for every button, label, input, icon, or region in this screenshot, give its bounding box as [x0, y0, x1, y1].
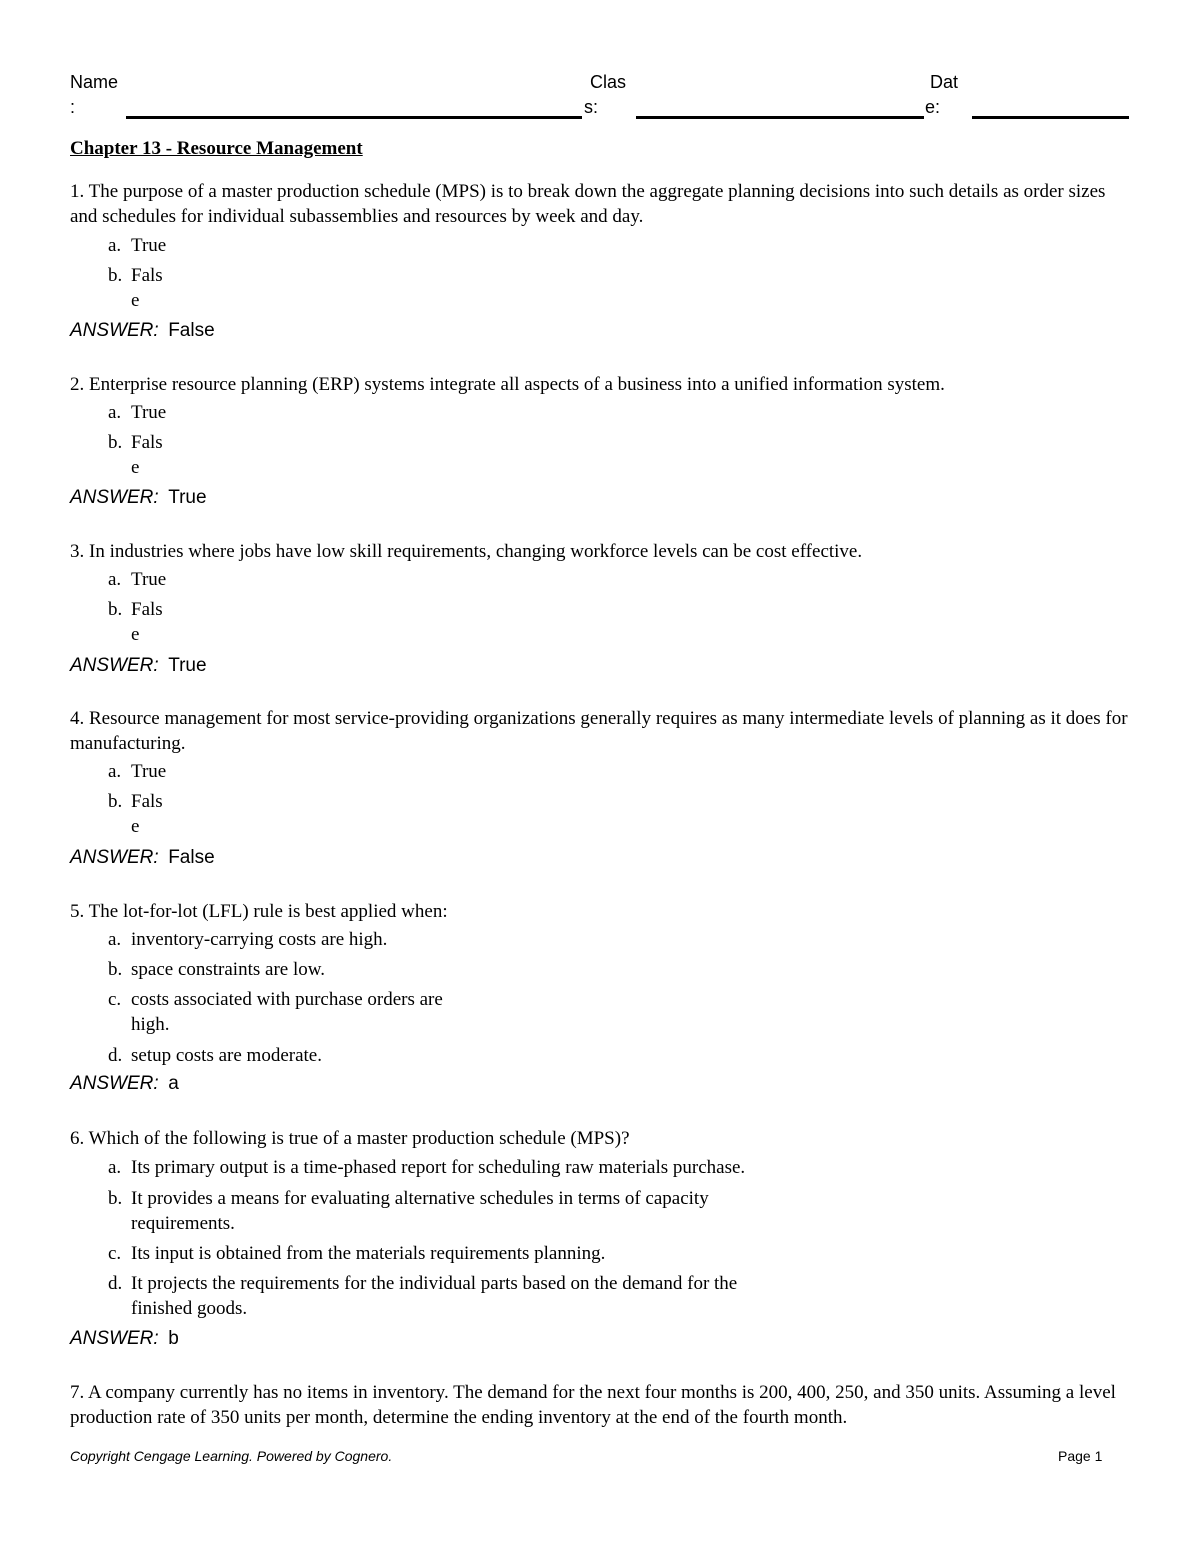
option-letter: a. — [108, 569, 122, 590]
option-text: True — [131, 761, 167, 782]
option-text-wrap: finished goods. — [131, 1298, 248, 1319]
option-letter: d. — [108, 1045, 123, 1066]
option-letter: a. — [108, 1157, 122, 1178]
option-a — [108, 759, 166, 784]
option-text: Fals — [131, 265, 163, 286]
option-text: True — [131, 402, 167, 423]
option-text-wrap: requirements. — [131, 1213, 235, 1234]
name-label: Name — [70, 72, 119, 92]
option-text: It projects the requirements for the individual parts based on the demand for the — [131, 1273, 738, 1294]
option-d — [108, 1043, 322, 1068]
option-text: True — [131, 569, 167, 590]
option-text: setup costs are moderate. — [131, 1045, 322, 1066]
option-letter: a. — [108, 402, 122, 423]
option-text-wrap: e — [131, 457, 140, 478]
answer-line — [70, 487, 207, 509]
footer-copyright: Copyright Cengage Learning. Powered by Cognero. — [70, 1448, 393, 1464]
footer-page-number: Page 1 — [1058, 1448, 1103, 1464]
class-label: Clas — [590, 72, 627, 92]
option-a — [108, 1155, 745, 1180]
option-text: inventory-carrying costs are high. — [131, 929, 388, 950]
answer-value: False — [168, 847, 215, 868]
option-b — [108, 430, 163, 480]
option-letter: c. — [108, 989, 122, 1010]
option-a — [108, 927, 387, 952]
option-a — [108, 233, 166, 258]
option-letter: d. — [108, 1273, 123, 1294]
question-text: 1. The purpose of a master production schedule (MPS) is to break down the aggregate planning decisions into such details as order sizes and schedules for individual subassemblies and resources by week and day. — [70, 181, 1106, 227]
class-label-colon: s: — [584, 97, 599, 117]
option-a — [108, 567, 166, 592]
answer-line — [70, 655, 207, 677]
class-underline — [636, 116, 924, 119]
option-text: True — [131, 235, 167, 256]
option-text-wrap: e — [131, 816, 140, 837]
date-underline — [972, 116, 1129, 119]
option-b — [108, 789, 163, 839]
answer-line — [70, 847, 215, 869]
answer-line — [70, 1328, 179, 1350]
question-text: 2. Enterprise resource planning (ERP) systems integrate all aspects of a business into a unified information system. — [70, 374, 945, 395]
option-text: Its input is obtained from the materials requirements planning. — [131, 1243, 606, 1264]
option-letter: b. — [108, 959, 123, 980]
option-letter: a. — [108, 761, 122, 782]
option-d — [108, 1271, 737, 1321]
answer-label: ANSWER: — [70, 847, 159, 868]
answer-label: ANSWER: — [70, 655, 159, 676]
option-b — [108, 263, 163, 313]
answer-value: False — [168, 320, 215, 341]
option-letter: a. — [108, 235, 122, 256]
question-text: 7. A company currently has no items in inventory. The demand for the next four months is 200, 400, 250, and 350 units. Assuming a level production rate of 350 units per month, determine the ending inventory at the end of the fourth month. — [70, 1382, 1116, 1428]
answer-value: True — [168, 655, 207, 676]
option-letter: b. — [108, 599, 123, 620]
option-text: Fals — [131, 599, 163, 620]
option-text: costs associated with purchase orders are — [131, 989, 443, 1010]
answer-value: b — [168, 1328, 179, 1349]
option-text-wrap: e — [131, 290, 140, 311]
answer-label: ANSWER: — [70, 487, 159, 508]
question-text: 5. The lot-for-lot (LFL) rule is best applied when: — [70, 901, 448, 922]
option-b — [108, 597, 163, 647]
option-text-wrap: high. — [131, 1014, 170, 1035]
option-letter: b. — [108, 432, 123, 453]
answer-label: ANSWER: — [70, 1328, 159, 1349]
question-text: 3. In industries where jobs have low skill requirements, changing workforce levels can be cost effective. — [70, 541, 863, 562]
name-underline — [126, 116, 582, 119]
option-c — [108, 987, 443, 1037]
option-letter: a. — [108, 929, 122, 950]
option-letter: b. — [108, 1188, 123, 1209]
option-text: space constraints are low. — [131, 959, 325, 980]
option-c — [108, 1241, 605, 1266]
answer-label: ANSWER: — [70, 320, 159, 341]
question-text: 4. Resource management for most service-providing organizations generally requires as many intermediate levels of planning as it does for manufacturing. — [70, 708, 1128, 754]
option-b — [108, 957, 325, 982]
option-text: It provides a means for evaluating alternative schedules in terms of capacity — [131, 1188, 709, 1209]
answer-label: ANSWER: — [70, 1073, 159, 1094]
answer-value: True — [168, 487, 207, 508]
option-a — [108, 400, 166, 425]
option-text: Fals — [131, 791, 163, 812]
option-text-wrap: e — [131, 624, 140, 645]
name-label-colon: : — [70, 97, 76, 117]
answer-line — [70, 320, 215, 342]
answer-line — [70, 1073, 179, 1095]
question-text: 6. Which of the following is true of a master production schedule (MPS)? — [70, 1128, 630, 1149]
answer-value: a — [168, 1073, 179, 1094]
chapter-title: Chapter 13 - Resource Management — [70, 138, 363, 159]
option-text: Its primary output is a time-phased report for scheduling raw materials purchase. — [131, 1157, 746, 1178]
date-label-colon: e: — [925, 97, 941, 117]
option-letter: b. — [108, 791, 123, 812]
option-letter: b. — [108, 265, 123, 286]
option-b — [108, 1186, 709, 1236]
option-text: Fals — [131, 432, 163, 453]
option-letter: c. — [108, 1243, 122, 1264]
date-label: Dat — [930, 72, 959, 92]
